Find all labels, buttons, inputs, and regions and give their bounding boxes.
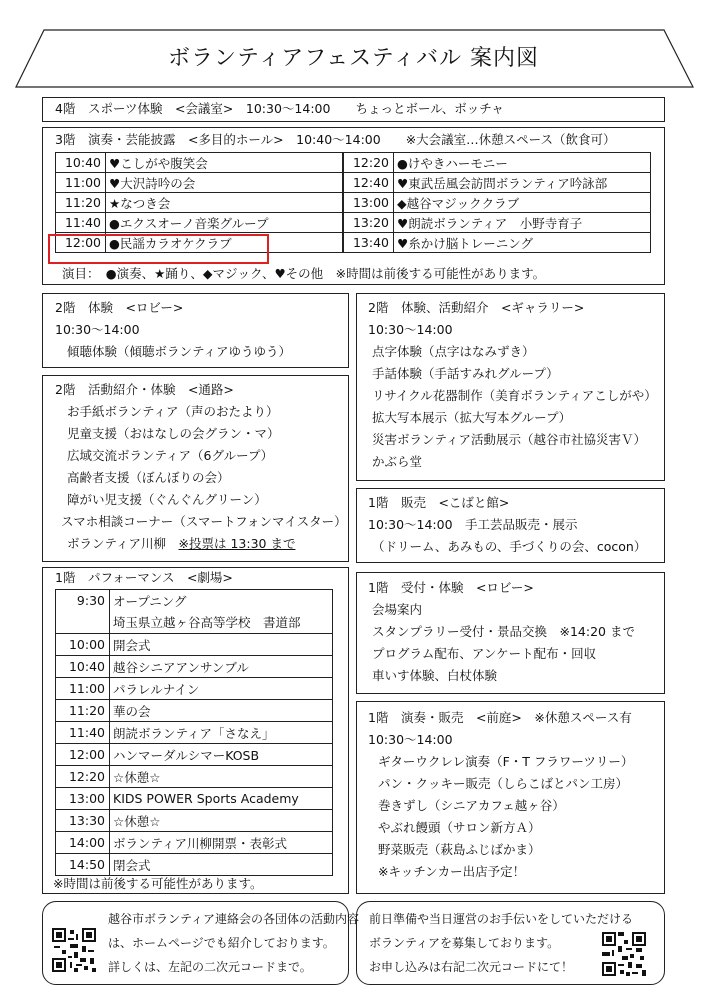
list-item: ※キッチンカー出店予定！	[378, 864, 526, 879]
floor3-right-schedule	[343, 152, 651, 253]
footer-right-line: お申し込みは右記二次元コードにて！	[369, 960, 574, 974]
floor1-sales-header: 1階 販売 <こばと館>	[368, 495, 510, 510]
table-row	[56, 722, 333, 744]
table-row	[56, 854, 333, 876]
act-cell: 開会式	[110, 634, 333, 656]
list-item: スマホ相談コーナー（スマートフォンマイスター）	[61, 514, 347, 529]
table-row	[344, 233, 651, 253]
floor3-legend: 演目： ●演奏、★踊り、◆マジック、♥その他 ※時間は前後する可能性があります。	[62, 266, 546, 281]
floor2-lobby-time: 10:30～14:00	[55, 322, 140, 337]
page-title: ボランティアフェスティバル 案内図	[168, 46, 539, 71]
time-cell: 10:40	[56, 153, 106, 173]
table-row	[56, 153, 343, 173]
table-row	[56, 213, 343, 233]
floor4-text: 4階 スポーツ体験 <会議室> 10:30～14:00 ちょっとボール、ボッチャ	[55, 101, 504, 116]
senryu-vote-note: ※投票は 13:30 まで	[178, 536, 296, 551]
act-cell: ♥東武岳風会訪問ボランティア吟詠部	[394, 173, 651, 193]
act-cell: 華の会	[110, 700, 333, 722]
list-item: リサイクル花器制作（美育ボランティアこしがや）	[372, 388, 657, 403]
table-row	[56, 744, 333, 766]
table-row	[56, 656, 333, 678]
list-item: 巻きずし（シニアカフェ越ヶ谷）	[378, 798, 565, 813]
floor1-sales-groups: （ドリーム、あみもの、手づくりの会、cocon）	[372, 539, 647, 554]
act-cell: ♥大沢詩吟の会	[106, 173, 343, 193]
time-cell: 11:40	[56, 722, 110, 744]
time-cell: 13:20	[344, 213, 394, 233]
table-row	[56, 700, 333, 722]
table-row	[344, 173, 651, 193]
act-cell: ◆越谷マジッククラブ	[394, 193, 651, 213]
floor3-header: 3階 演奏・芸能披露 <多目的ホール> 10:40～14:00 ※大会議室…休憩スペース（飲食可）	[55, 132, 616, 147]
time-cell: 14:50	[56, 854, 110, 876]
act-cell: ボランティア川柳開票・表彰式	[110, 832, 333, 854]
floor1-front-time: 10:30～14:00	[368, 732, 453, 747]
act-cell: ♥糸かけ脳トレーニング	[394, 233, 651, 253]
table-row	[56, 612, 333, 634]
table-row	[56, 810, 333, 832]
list-item: パン・クッキー販売（しらこばとパン工房）	[378, 776, 629, 791]
list-item: 児童支援（おはなしの会グラン・マ）	[67, 426, 280, 441]
act-cell: ハンマーダルシマーKOSB	[110, 744, 333, 766]
time-cell: 11:40	[56, 213, 106, 233]
list-item: 災害ボランティア活動展示（越谷市社協災害Ｖ）	[372, 432, 647, 447]
floor1-theater-schedule	[55, 589, 333, 876]
table-row	[56, 173, 343, 193]
time-cell: 11:20	[56, 193, 106, 213]
time-cell: 11:20	[56, 700, 110, 722]
floor2-gallery-time: 10:30～14:00	[368, 322, 453, 337]
time-cell: 13:00	[56, 788, 110, 810]
floor2-gallery-header: 2階 体験、活動紹介 <ギャラリー>	[368, 300, 585, 315]
table-row	[56, 634, 333, 656]
act-cell: ●けやきハーモニー	[394, 153, 651, 173]
table-row	[56, 788, 333, 810]
act-cell: ☆休憩☆	[110, 766, 333, 788]
act-cell: ★なつき会	[106, 193, 343, 213]
list-item: やぶれ饅頭（サロン新方Ａ）	[378, 820, 541, 835]
list-item: 障がい児支援（ぐんぐんグリーン）	[67, 492, 267, 507]
list-item: 点字体験（点字はなみずき）	[372, 344, 535, 359]
floor1-reception-header: 1階 受付・体験 <ロビー>	[368, 580, 534, 595]
list-item: 会場案内	[372, 602, 423, 617]
floor1-front-header: 1階 演奏・販売 <前庭> ※休憩スペース有	[368, 710, 632, 725]
table-row	[344, 153, 651, 173]
floor2-aisle-header: 2階 活動紹介・体験 <通路>	[55, 382, 234, 397]
act-cell: 閉会式	[110, 854, 333, 876]
act-cell: ●エクスオーノ音楽グループ	[106, 213, 343, 233]
time-cell: 11:00	[56, 678, 110, 700]
footer-left-line: 越谷市ボランティア連絡会の各団体の活動内容	[108, 912, 360, 926]
act-cell: ●民謡カラオケクラブ	[106, 233, 343, 253]
senryu-label: ボランティア川柳	[67, 536, 179, 551]
time-cell: 12:00	[56, 233, 106, 253]
table-row	[56, 590, 333, 612]
list-item: スタンプラリー受付・景品交換 ※14:20 まで	[372, 624, 635, 639]
footer-left-line: は、ホームページでも紹介しております。	[108, 936, 335, 950]
act-cell: KIDS POWER Sports Academy	[110, 788, 333, 810]
list-item: 手話体験（手話すみれグループ）	[372, 366, 559, 381]
time-cell: 13:00	[344, 193, 394, 213]
footer-right-line: 前日準備や当日運営のお手伝いをしていただける	[369, 912, 634, 926]
table-row	[56, 193, 343, 213]
time-cell: 10:40	[56, 656, 110, 678]
table-row	[56, 766, 333, 788]
list-item: お手紙ボランティア（声のおたより）	[67, 404, 279, 419]
time-cell: 9:30	[56, 590, 110, 612]
list-item: 広域交流ボランティア（6グループ）	[67, 448, 274, 463]
floor1-theater-header: 1階 パフォーマンス <劇場>	[55, 570, 233, 585]
footer-left-line: 詳しくは、左記の二次元コードまで。	[108, 960, 312, 974]
floor2-lobby-item: 傾聴体験（傾聴ボランティアゆうゆう）	[67, 344, 292, 359]
time-cell: 13:40	[344, 233, 394, 253]
floor1-theater-note: ※時間は前後する可能性があります。	[53, 876, 263, 891]
list-item	[67, 537, 295, 551]
act-cell: 埼玉県立越ヶ谷高等学校 書道部	[110, 612, 333, 634]
time-cell: 12:20	[344, 153, 394, 173]
qr-code-icon[interactable]	[50, 926, 98, 974]
table-row	[56, 678, 333, 700]
act-cell: ♥朗読ボランティア 小野寺育子	[394, 213, 651, 233]
time-cell: 13:30	[56, 810, 110, 832]
time-cell: 12:00	[56, 744, 110, 766]
act-cell: ♥こしがや腹笑会	[106, 153, 343, 173]
table-row	[344, 213, 651, 233]
time-cell: 12:20	[56, 766, 110, 788]
list-item: ギターウクレレ演奏（F・T フラワーツリー）	[378, 754, 634, 769]
footer-right-line: ボランティアを募集しております。	[369, 936, 560, 950]
time-cell: 10:00	[56, 634, 110, 656]
time-cell	[56, 612, 110, 634]
time-cell: 14:00	[56, 832, 110, 854]
table-row	[56, 832, 333, 854]
time-cell: 12:40	[344, 173, 394, 193]
list-item: かぶら堂	[372, 454, 423, 469]
list-item: 拡大写本展示（拡大写本グループ）	[372, 410, 572, 425]
qr-code-icon[interactable]	[600, 930, 648, 978]
floor2-lobby-header: 2階 体験 <ロビー>	[55, 300, 184, 315]
act-cell: 朗読ボランティア「さなえ」	[110, 722, 333, 744]
list-item: 野菜販売（萩島ふじばかま）	[378, 842, 541, 857]
table-row	[344, 193, 651, 213]
act-cell: パラレルナイン	[110, 678, 333, 700]
list-item: 車いす体験、白杖体験	[372, 668, 498, 683]
time-cell: 11:00	[56, 173, 106, 193]
highlight-box	[48, 234, 269, 264]
act-cell: オープニング	[110, 590, 333, 612]
floor1-sales-time: 10:30～14:00 手工芸品販売・展示	[368, 517, 578, 532]
act-cell: ☆休憩☆	[110, 810, 333, 832]
list-item: 高齢者支援（ぼんぼりの会）	[67, 470, 230, 485]
list-item: プログラム配布、アンケート配布・回収	[372, 646, 597, 661]
act-cell: 越谷シニアアンサンブル	[110, 656, 333, 678]
